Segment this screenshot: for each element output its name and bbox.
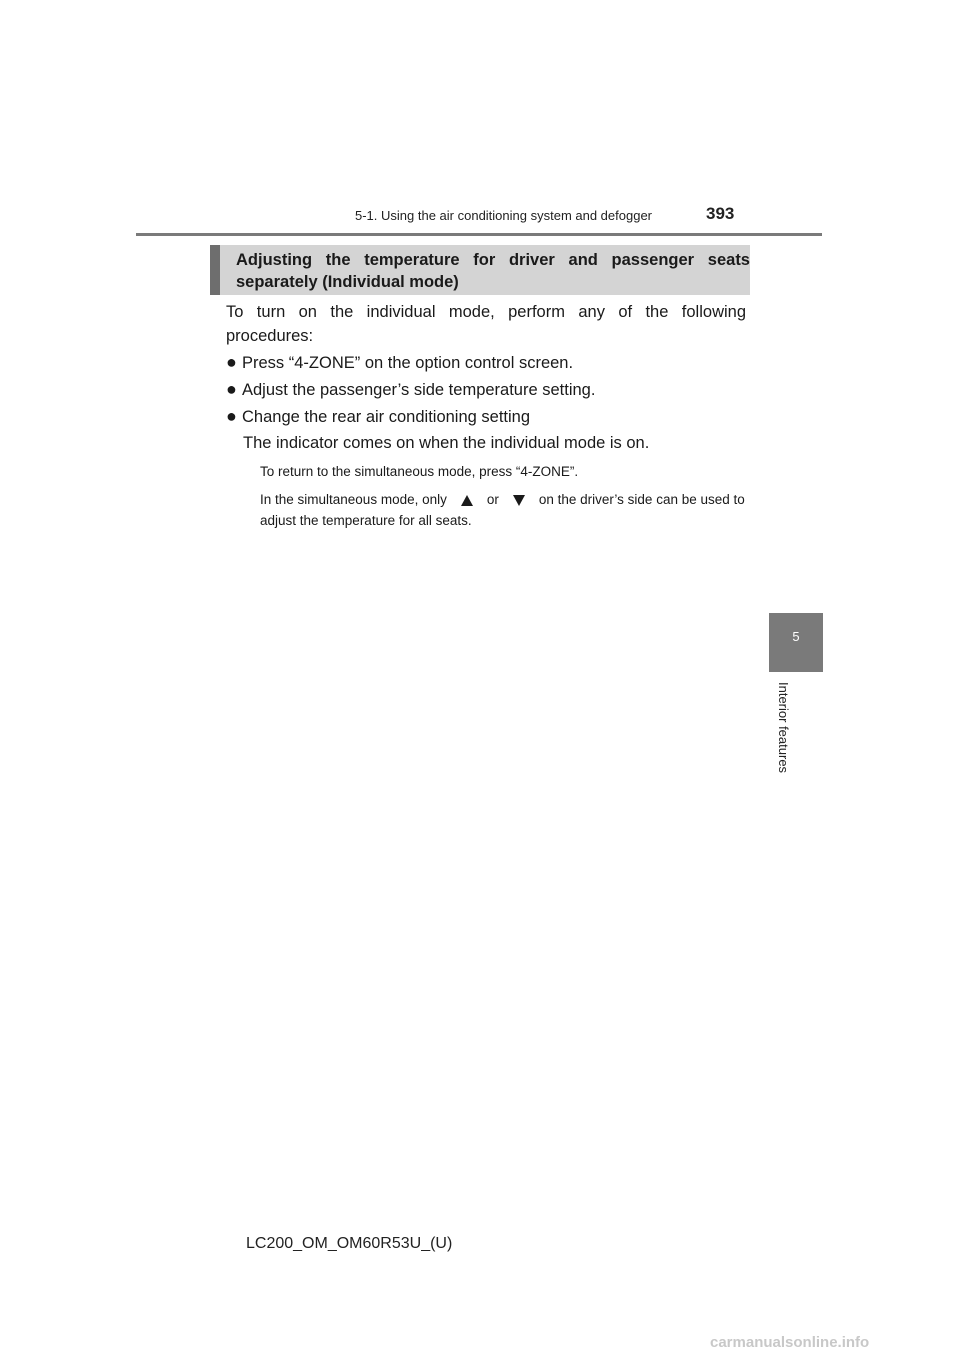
note-text-part2: or <box>486 492 499 507</box>
bullet-text: Press “4-ZONE” on the option control screen. <box>242 354 574 372</box>
bullet-text: Change the rear air conditioning setting <box>242 408 531 426</box>
note-text-part3: on the driver’s side can be used to adjust the temperature for all seats. <box>260 492 745 528</box>
chapter-label: Interior features <box>776 682 791 774</box>
bullet-icon: ● <box>226 379 237 399</box>
bullet-icon: ● <box>226 406 237 426</box>
watermark: carmanualsonline.info <box>710 1334 870 1351</box>
triangle-down-icon <box>513 495 525 506</box>
page-number: 393 <box>706 204 735 223</box>
header-divider <box>136 233 822 236</box>
section-title: Adjusting the temperature for driver and passenger seats separately (Individual mode) <box>236 251 750 291</box>
section-content <box>226 300 746 538</box>
bullet-icon: ● <box>226 352 237 372</box>
header-section-title: 5-1. Using the air conditioning system and defogger <box>355 208 653 223</box>
note-simultaneous-mode <box>260 489 746 531</box>
indicator-text: The indicator comes on when the individual mode is on. <box>243 434 650 452</box>
triangle-up-icon <box>461 495 473 506</box>
bullet-item <box>226 404 746 429</box>
manual-code: LC200_OM_OM60R53U_(U) <box>246 1235 453 1252</box>
note-return-simultaneous: To return to the simultaneous mode, press “4-ZONE”. <box>260 464 579 479</box>
intro-paragraph: To turn on the individual mode, perform any of the following procedures: <box>226 303 746 345</box>
section-title-box <box>210 245 750 295</box>
bullet-text: Adjust the passenger’s side temperature setting. <box>242 381 596 399</box>
note-text-part1: In the simultaneous mode, only <box>260 492 447 507</box>
chapter-number: 5 <box>792 629 800 644</box>
chapter-tab <box>769 613 823 672</box>
bullet-item <box>226 350 746 375</box>
bullet-item <box>226 377 746 402</box>
